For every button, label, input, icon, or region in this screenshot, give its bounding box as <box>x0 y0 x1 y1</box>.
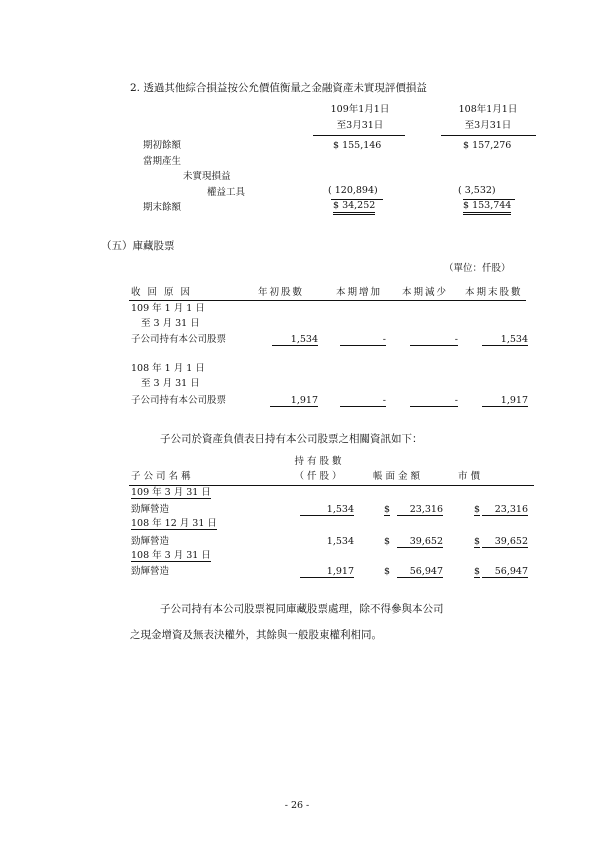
header-decrease: 本期減少 <box>402 287 449 298</box>
hdr-book-value: 帳 面 金 額 <box>373 471 421 482</box>
col2-header-line2: 至3月31日 <box>464 120 512 131</box>
group2-market-currency: $ <box>474 536 481 547</box>
group3-book-currency: $ <box>384 566 391 577</box>
group3-market-currency: $ <box>474 566 481 577</box>
period2-line1: 108 年 1 月 1 日 <box>131 363 205 374</box>
row2-decrease: - <box>410 396 458 407</box>
row-label-unrealized: 未實現損益 <box>183 171 231 182</box>
section2-heading: 2. 透過其他綜合損益按公允價值衡量之金融資產未實現評價損益 <box>130 82 427 94</box>
subsidiary-header-rule <box>129 485 534 486</box>
header-end: 本期末股數 <box>465 287 523 298</box>
col1-header-rule <box>313 135 405 136</box>
group2-book-currency: $ <box>384 536 391 547</box>
group1-name: 勁輝營造 <box>131 504 170 515</box>
header-begin: 年初股數 <box>258 287 305 298</box>
row-closing-c2: $ 153,744 <box>463 201 511 215</box>
row-equity-c1: ( 120,894) <box>328 185 378 196</box>
col2-header-rule <box>441 135 536 136</box>
row1-label: 子公司持有本公司股票 <box>131 334 227 345</box>
group1-book: 23,316 <box>397 505 443 516</box>
row2-label: 子公司持有本公司股票 <box>131 395 227 406</box>
col2-header-line1: 108年1月1日 <box>458 104 518 115</box>
header-reason: 收 回 原 因 <box>131 287 193 298</box>
group2-market: 39,652 <box>482 537 528 548</box>
row2-begin: 1,917 <box>270 396 318 407</box>
group3-shares: 1,917 <box>300 567 354 578</box>
group1-shares: 1,534 <box>300 505 354 516</box>
hdr-market-value: 市 價 <box>458 471 481 482</box>
subsidiary-intro: 子公司於資產負債表日持有本公司股票之相關資訊如下： <box>160 433 423 445</box>
col1-header-line2: 至3月31日 <box>336 120 384 131</box>
group1-market-currency: $ <box>474 504 481 515</box>
unit-note: （單位：仟股） <box>444 263 511 274</box>
row2-end: 1,917 <box>482 396 528 407</box>
group2-shares: 1,534 <box>326 536 354 547</box>
group2-date: 108 年 12 月 31 日 <box>131 518 217 529</box>
treasury-header-rule <box>129 300 526 301</box>
col1-header-line1: 109年1月1日 <box>330 104 390 115</box>
row-opening-c2: $ 157,276 <box>463 140 512 151</box>
row2-increase: - <box>340 396 386 407</box>
group1-market: 23,316 <box>482 505 528 516</box>
page-number: - 26 - <box>284 800 310 811</box>
period1-line1: 109 年 1 月 1 日 <box>131 303 205 314</box>
row1-end: 1,534 <box>482 335 528 346</box>
row-label-current: 當期產生 <box>143 156 182 167</box>
row-opening-c1: $ 155,146 <box>333 140 382 151</box>
hdr-shares-line1: 持 有 股 數 <box>294 456 342 467</box>
hdr-subsidiary-name: 子 公 司 名 稱 <box>131 471 191 482</box>
group2-name: 勁輝營造 <box>131 536 170 547</box>
period1-line2: 至 3 月 31 日 <box>141 318 200 329</box>
row1-increase: - <box>340 335 386 346</box>
group3-book: 56,947 <box>397 567 443 578</box>
group3-name: 勁輝營造 <box>131 566 170 577</box>
hdr-shares-line2: （ 仟 股 ） <box>294 471 342 482</box>
closing-line2: 之現金增資及無表決權外，其餘與一般股東權利相同。 <box>130 629 382 641</box>
header-increase: 本期增加 <box>336 287 383 298</box>
row-equity-c2: ( 3,532) <box>458 185 496 196</box>
row1-decrease: - <box>410 335 458 346</box>
group3-date: 108 年 3 月 31 日 <box>131 550 211 561</box>
row-label-closing: 期末餘額 <box>143 202 182 213</box>
closing-line1: 子公司持有本公司股票視同庫藏股票處理，除不得參與本公司 <box>160 603 444 615</box>
group3-market: 56,947 <box>482 567 528 578</box>
row-closing-c1: $ 34,252 <box>333 201 375 215</box>
group1-date: 109 年 3 月 31 日 <box>131 487 211 498</box>
section5-heading: （五）庫藏股票 <box>101 240 175 252</box>
row-label-opening: 期初餘額 <box>143 140 182 151</box>
row-label-equity: 權益工具 <box>207 187 246 198</box>
group2-book: 39,652 <box>397 537 443 548</box>
group1-book-currency: $ <box>384 504 391 515</box>
period2-line2: 至 3 月 31 日 <box>141 378 200 389</box>
row1-begin: 1,534 <box>272 335 318 346</box>
